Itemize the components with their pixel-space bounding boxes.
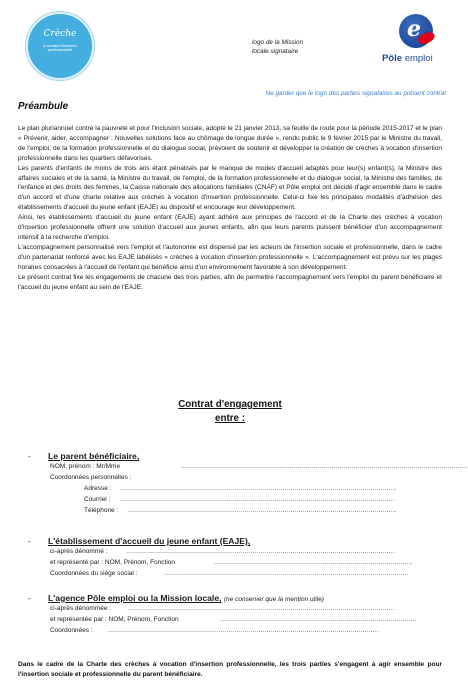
- fill-line[interactable]: ......................................................................................................................................: [128, 507, 397, 514]
- field-label: Coordonnées du siège social :: [50, 570, 138, 577]
- field-row: [28, 548, 438, 559]
- field-row: [28, 485, 438, 496]
- fill-line[interactable]: ...................................................................................................: [214, 559, 413, 566]
- field-row: [28, 627, 438, 638]
- party-title: L'établissement d'accueil du jeune enfant (EAJE),: [48, 536, 251, 546]
- creche-logo-word: Crèche: [43, 29, 77, 39]
- field-label: ci-après dénommée :: [50, 605, 112, 612]
- preamble-paragraph: L'accompagnement personnalisé vers l'emploi et l'autonomie est dispensé par les acteurs de l'insertion sociale et professionnelle, dans le cadre d'un partenariat renforcé avec les EAJE labélisés « crèches à vocation d'insertion professionnelle ». L'accompagnement est prévu sur les plages horaires consacrées à l'accueil de l'enfant qui bénéficie ainsi d'un environnement favorable à son développement.: [18, 243, 442, 271]
- creche-logo-tagline: à vocation d'insertion professionnelle: [43, 44, 77, 53]
- field-row: [28, 507, 438, 518]
- pole-emploi-wordmark: Pôle emploi: [382, 53, 433, 64]
- field-row: [28, 463, 468, 474]
- field-label: Coordonnées personnelles :: [50, 474, 132, 481]
- preamble-paragraph: Le plan pluriannuel contre la pauvreté et pour l'inclusion sociale, adopté le 21 janvier 2013, sa feuille de route pour la période 2015-2017 et le plan « Prévenir, aider, accompagner : Nouvelles solutions face au chômage de longue durée », rendu public le 9 février 2015 par le Ministre du travail, de l'emploi, de la formation professionnelle et du dialogue social, prévoient de soutenir et développer la création de crèches à vocation d'insertion professionnelle dans les quartiers défavorisés.: [18, 125, 442, 162]
- field-label: et représentée par : NOM, Prénom, Fonction: [50, 616, 179, 623]
- party-note: (ne conserver que la mention utile): [223, 596, 324, 603]
- fill-line[interactable]: ...............................................................................................................................................: [181, 463, 468, 470]
- field-label: Coordonnées :: [50, 627, 93, 634]
- keep-logos-note: Ne garder que le logo des parties signataires au présent contrat: [265, 90, 446, 97]
- party-title: L'agence Pôle emploi ou la Mission locale,: [48, 593, 222, 603]
- fill-line[interactable]: .........................................................................................................................................: [120, 496, 395, 503]
- creche-logo: [26, 12, 94, 80]
- field-row: [28, 616, 438, 627]
- party-agency: - L'agence Pôle emploi ou la Mission locale, (ne conserver que la mention utile) ci-après dénommée : ..................................................................................................................................... et représentée par : NOM, Prénom, Fonction .................................................................................................. Coordonnées : .......................................................................................................................................: [28, 593, 438, 638]
- party-eaje: - L'établissement d'accueil du jeune enfant (EAJE), ci-après dénommé : ...................................................................................................................................... et représenté par : NOM, Prénom, Fonction ................................................................................................... Coordonnées du siège social : ..........................................................................................................................: [28, 536, 438, 581]
- fill-line[interactable]: ..........................................................................................................................................: [120, 485, 397, 492]
- fill-line[interactable]: .....................................................................................................................................: [128, 605, 395, 612]
- pole-emploi-logo: [382, 14, 452, 74]
- preamble-body: [18, 124, 442, 292]
- pole-emploi-mark-icon: e: [399, 14, 433, 48]
- party-title: Le parent bénéficiaire,: [48, 451, 140, 461]
- preamble-paragraph: Le présent contrat fixe les engagements de chacune des trois parties, afin de permettre l'accompagnement vers l'emploi du parent bénéficiaire et l'accueil du jeune enfant au sein de l'EAJE.: [18, 273, 442, 291]
- field-row: [28, 605, 438, 616]
- field-row: [28, 570, 438, 581]
- fill-line[interactable]: ..................................................................................................: [220, 616, 417, 623]
- mission-logo-placeholder: logo de la Mission locale signataire: [252, 39, 304, 55]
- party-parent: - Le parent bénéficiaire, NOM, prénom : Mr/Mme ............................................................................................................................................... Coordonnées personnelles : Adresse : .......................................................................................................................................... Courriel : ......................................................................................................................................... Téléphone : ......................................................................................................................................: [28, 451, 438, 518]
- field-label: Adresse :: [84, 485, 112, 492]
- field-label: ci-après dénommé :: [50, 548, 108, 555]
- fill-line[interactable]: ......................................................................................................................................: [126, 548, 395, 555]
- fill-line[interactable]: .......................................................................................................................................: [108, 627, 379, 634]
- field-label: Courriel :: [84, 496, 111, 503]
- fill-line[interactable]: ..........................................................................................................................: [164, 570, 409, 577]
- preamble-paragraph: Ainsi, les établissements d'accueil du jeune enfant (EAJE) ayant adhéré aux principes de l'accord et de la Charte des crèches à vocation d'insertion professionnelle offrent une solution d'accueil aux jeunes enfants, afin que leurs parents puissent bénéficier d'un accompagnement intensif à la recherche d'emploi.: [18, 214, 442, 241]
- field-row: [28, 474, 438, 485]
- closing-statement: Dans le cadre de la Charte des crèches à vocation d'insertion professionnelle, les trois parties s'engagent à agir ensemble pour l'insertion sociale et professionnelle du parent bénéficiaire.: [18, 661, 442, 678]
- field-row: [28, 496, 438, 507]
- field-label: NOM, prénom : Mr/Mme: [50, 463, 121, 470]
- preamble-title: Préambule: [18, 101, 69, 112]
- field-label: et représenté par : NOM, Prénom, Fonction: [50, 559, 175, 566]
- field-label: Téléphone :: [84, 507, 119, 514]
- field-row: [28, 559, 438, 570]
- preamble-paragraph: Les parents d'enfants de moins de trois ans étant pénalisés par le manque de modes d'accueil adaptés pour leur(s) enfant(s), la Ministre des affaires sociales et de la santé, la Ministre du travail, de l'emploi, de la formation professionnelle et du dialogue social, la Ministre des familles, de l'enfance et des droits des femmes, la Caisse nationale des allocations familiales (CNAF) et Pôle emploi ont décidé d'agir ensemble dans le cadre d'un accord et d'une charte relative aux crèches à vocation d'insertion professionnelle. Celui-ci fixe les principales modalités d'adhésion des établissements d'accueil du jeune enfant (EAJE) au dispositif et encourage leur développement.: [18, 164, 442, 212]
- contract-title: Contrat d'engagement entre :: [178, 399, 282, 424]
